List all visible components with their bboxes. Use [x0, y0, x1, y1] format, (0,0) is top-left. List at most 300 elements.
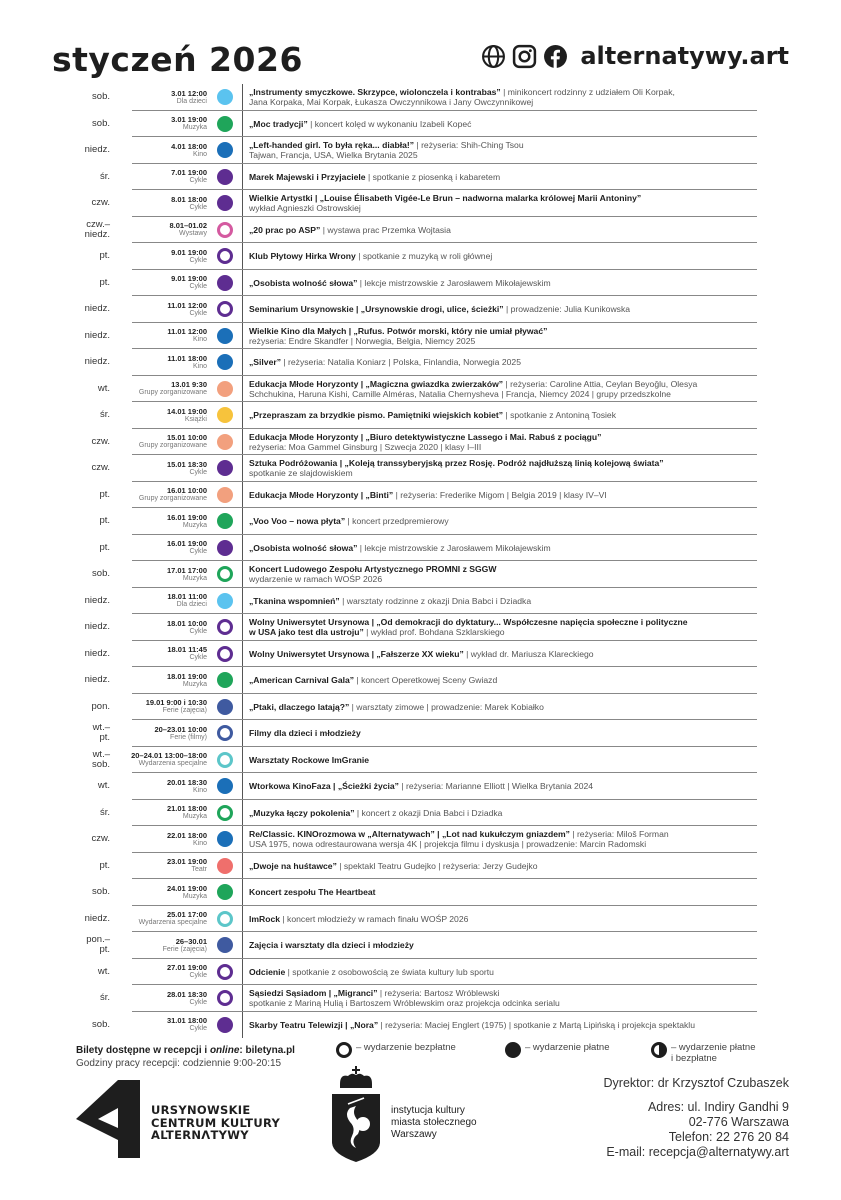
event-row[interactable] — [0, 667, 841, 694]
event-category: Cykle — [189, 283, 207, 290]
event-description — [249, 111, 761, 138]
event-details-2: USA 1975, nowa odrestaurowana wersja 4K | projekcja filmu i dyskusja | prowadzenie: Marcin Radomski — [249, 839, 647, 850]
paid-event-circle-icon — [217, 354, 233, 370]
email[interactable]: E-mail: recepcja@alternatywy.art — [606, 1145, 789, 1159]
legend-mixed — [651, 1042, 756, 1064]
event-title: „Muzyka łączy pokolenia” — [249, 807, 355, 818]
event-category: Książki — [184, 415, 207, 423]
event-row[interactable] — [0, 349, 841, 376]
event-date: 31.01 18:00 — [166, 1016, 207, 1025]
event-day: pt. — [99, 541, 110, 553]
paid-event-circle-icon — [217, 275, 233, 291]
event-date: 20.01 18:30 — [166, 777, 207, 787]
event-description — [249, 323, 761, 350]
event-day-end: sob. — [92, 758, 110, 770]
event-when — [167, 535, 207, 562]
event-details-2: Schchukina, Haruna Kishi, Camille Alméras, Natalia Chernysheva | Francja, Niemcy 2024 | grupy przedszkolne — [249, 388, 671, 399]
event-row[interactable] — [0, 985, 841, 1012]
event-category: Ferie (zajęcia) — [162, 945, 207, 953]
event-title: Koncert Ludowego Zespołu Artystycznego PROMNI z SGGW — [249, 564, 497, 575]
event-date: 13.01 9:30 — [171, 380, 207, 389]
event-date: 3.01 12:00 — [171, 88, 207, 98]
event-details: | lekcje mistrzowskie z Jarosławem Mikołajewskim — [357, 542, 551, 553]
event-category: Grupy zorganizowane — [138, 389, 207, 396]
organization-name — [151, 1104, 280, 1142]
paid-event-circle-icon — [217, 858, 233, 874]
event-category: Wydarzenia specjalne — [138, 760, 207, 767]
event-weekday — [60, 482, 110, 509]
event-title: Zajęcia i warsztaty dla dzieci i młodzieży — [249, 940, 414, 951]
event-description — [249, 906, 761, 933]
event-weekday — [60, 853, 110, 880]
event-date: 27.01 19:00 — [166, 963, 207, 972]
event-title: „Dwoje na huśtawce” — [249, 860, 337, 871]
event-category: Teatr — [191, 866, 207, 873]
website-header — [481, 42, 789, 70]
event-when — [167, 296, 207, 323]
event-description — [249, 429, 761, 456]
event-row[interactable] — [0, 217, 841, 244]
event-when — [169, 217, 207, 244]
warsaw-crest-icon — [330, 1066, 382, 1162]
event-date: 11.01 12:00 — [167, 300, 207, 310]
event-day: sob. — [92, 117, 110, 129]
event-description — [249, 84, 761, 111]
event-description — [249, 376, 761, 403]
tickets-link[interactable]: : biletyna.pl — [239, 1045, 295, 1056]
event-row[interactable] — [0, 84, 841, 111]
event-description — [249, 137, 761, 164]
institution-text — [391, 1105, 477, 1141]
event-weekday — [60, 959, 110, 986]
event-title: Seminarium Ursynowskie | „Ursynowskie drogi, ulice, ścieżki” — [249, 304, 504, 315]
event-title: „Instrumenty smyczkowe. Skrzypce, wiolonczela i kontrabas” — [249, 87, 501, 98]
event-row[interactable] — [0, 561, 841, 588]
event-day: pt. — [99, 859, 110, 871]
event-when — [139, 906, 207, 933]
event-weekday — [60, 906, 110, 933]
event-weekday — [60, 270, 110, 297]
event-row[interactable] — [0, 376, 841, 403]
event-day: sob. — [92, 1018, 110, 1030]
event-title: Edukacja Młode Horyzonty | „Biuro detektywistyczne Lassego i Mai. Rabuś z pociągu” — [249, 431, 602, 442]
event-date: 25.01 17:00 — [166, 910, 207, 919]
event-category: Cykle — [189, 177, 207, 184]
event-row[interactable] — [0, 720, 841, 747]
event-row[interactable] — [0, 1012, 841, 1039]
event-date: 28.01 18:30 — [166, 989, 207, 999]
event-when — [167, 773, 207, 800]
free-event-circle-icon — [217, 619, 233, 635]
event-description — [249, 667, 761, 694]
event-day: wt. — [97, 382, 110, 394]
event-row[interactable] — [0, 243, 841, 270]
event-details-2: | wykład prof. Bohdana Szklarskiego — [363, 627, 505, 638]
event-description — [249, 826, 761, 853]
event-description — [249, 508, 761, 535]
event-title: Filmy dla dzieci i młodzieży — [249, 728, 361, 739]
legend-mixed-label-2: i bezpłatne — [671, 1053, 717, 1064]
event-details-2: reżyseria: Endre Skandfer | Norwegia, Belgia, Niemcy 2025 — [249, 335, 476, 346]
event-when — [171, 164, 207, 191]
ucka-logo-icon — [76, 1080, 140, 1158]
event-details: | reżyseria: Marianne Elliott | Wielka Brytania 2024 — [398, 781, 594, 792]
event-day: wt. — [97, 965, 110, 977]
event-date: 16.01 19:00 — [166, 539, 207, 548]
event-date: 19.01 9:00 i 10:30 — [145, 698, 207, 707]
event-title: Wolny Uniwersytet Ursynowa | „Od demokracji do dyktatury... Współczesne napięcia społeczne i polityczne — [249, 617, 688, 628]
event-category: Wystawy — [179, 230, 207, 237]
half-circle-icon — [651, 1042, 667, 1058]
event-row[interactable] — [0, 959, 841, 986]
event-description — [249, 853, 761, 880]
event-row[interactable] — [0, 826, 841, 853]
event-description — [249, 641, 761, 668]
event-title: „Left-handed girl. To była ręka... diabła!” — [249, 140, 415, 151]
event-title: Klub Płytowy Hirka Wrony — [249, 251, 356, 262]
event-when — [163, 932, 207, 959]
event-row[interactable] — [0, 694, 841, 721]
event-day: czw. — [91, 435, 110, 447]
event-weekday — [60, 747, 110, 774]
event-row[interactable] — [0, 773, 841, 800]
event-details: | koncert Operetkowej Sceny Gwiazd — [354, 675, 498, 686]
free-event-circle-icon — [217, 911, 233, 927]
event-title: Wtorkowa KinoFaza | „Ścieżki życia” — [249, 781, 399, 792]
event-category: Dla dzieci — [176, 97, 207, 105]
event-row[interactable] — [0, 932, 841, 959]
event-weekday — [60, 84, 110, 111]
event-when — [167, 985, 207, 1012]
event-day-end: niedz. — [84, 228, 110, 240]
event-category: Muzyka — [182, 521, 207, 529]
paid-event-circle-icon — [217, 672, 233, 688]
event-when — [167, 959, 207, 986]
event-details: | koncert młodzieży w ramach finału WOŚP 2026 — [280, 913, 469, 924]
paid-event-circle-icon — [217, 89, 233, 105]
institution-line: Warszawy — [391, 1129, 437, 1140]
event-row[interactable] — [0, 614, 841, 641]
event-details: | reżyseria: Caroline Attia, Ceylan Beyoğlu, Olesya — [503, 378, 698, 389]
event-title: Edukacja Młode Horyzonty | „Binti” — [249, 489, 394, 500]
event-details: | wykład dr. Mariusza Klareckiego — [463, 648, 594, 659]
event-weekday — [60, 1012, 110, 1039]
paid-event-circle-icon — [217, 937, 233, 953]
event-details: | koncert kolęd w wykonaniu Izabeli Kopeć — [307, 118, 472, 129]
address-street: Adres: ul. Indiry Gandhi 9 — [647, 1100, 789, 1114]
event-category: Kino — [192, 336, 207, 343]
event-date: 11.01 12:00 — [167, 327, 207, 336]
event-row[interactable] — [0, 190, 841, 217]
event-date: 7.01 19:00 — [171, 168, 207, 177]
event-category: Wydarzenia specjalne — [138, 919, 207, 926]
event-day: sob. — [92, 886, 110, 898]
globe-icon[interactable] — [481, 44, 506, 69]
contact-info — [604, 1076, 789, 1160]
event-weekday — [60, 588, 110, 615]
event-title: „Ptaki, dlaczego latają?” — [249, 701, 350, 712]
institution-line: instytucja kultury — [391, 1105, 465, 1116]
event-date: 20–24.01 13:00–18:00 — [131, 751, 207, 760]
event-date: 18.01 19:00 — [166, 671, 207, 681]
event-row[interactable] — [0, 402, 841, 429]
event-day: niedz. — [84, 594, 110, 606]
event-row[interactable] — [0, 429, 841, 456]
event-row[interactable] — [0, 270, 841, 297]
event-weekday — [60, 932, 110, 959]
event-when — [167, 641, 207, 668]
event-description — [249, 932, 761, 959]
event-day: czw.– — [86, 218, 110, 230]
event-weekday — [60, 694, 110, 721]
event-weekday — [60, 720, 110, 747]
event-weekday — [60, 243, 110, 270]
event-when — [167, 853, 207, 880]
event-category: Kino — [192, 839, 207, 847]
event-when — [167, 349, 207, 376]
org-name-line: CENTRUM KULTURY — [151, 1115, 281, 1130]
event-day: niedz. — [84, 647, 110, 659]
event-when — [139, 429, 207, 456]
event-when — [167, 455, 207, 482]
event-description — [249, 588, 761, 615]
event-category: Cykle — [189, 468, 207, 476]
event-details-2: Tajwan, Francja, USA, Wielka Brytania 2025 — [249, 150, 418, 161]
event-details: | reżyseria: Frederike Migom | Belgia 2019 | klasy IV–VI — [393, 489, 607, 500]
event-date: 23.01 19:00 — [166, 857, 207, 866]
event-date: 8.01–01.02 — [169, 221, 207, 230]
event-row[interactable] — [0, 906, 841, 933]
paid-event-circle-icon — [217, 460, 233, 476]
event-row[interactable] — [0, 137, 841, 164]
event-details: | koncert przedpremierowy — [345, 516, 449, 527]
event-description — [249, 217, 761, 244]
event-weekday — [60, 879, 110, 906]
event-when — [167, 667, 207, 694]
event-details: | spotkanie z piosenką i kabaretem — [365, 171, 501, 182]
event-category: Muzyka — [182, 813, 207, 820]
event-date: 4.01 18:00 — [171, 141, 207, 151]
event-day: śr. — [99, 806, 110, 818]
free-event-circle-icon — [217, 222, 233, 238]
event-category: Muzyka — [182, 892, 207, 900]
event-description — [249, 720, 761, 747]
event-row[interactable] — [0, 296, 841, 323]
event-date: 18.01 11:00 — [167, 592, 207, 601]
event-weekday — [60, 800, 110, 827]
free-event-circle-icon — [217, 725, 233, 741]
event-description — [249, 561, 761, 588]
event-date: 8.01 18:00 — [171, 194, 207, 204]
event-description — [249, 1012, 761, 1039]
event-when — [167, 323, 207, 350]
website-url[interactable]: alternatywy.art — [580, 42, 789, 70]
event-description — [249, 190, 761, 217]
event-when — [167, 1012, 207, 1039]
event-day: niedz. — [84, 329, 110, 341]
paid-event-circle-icon — [217, 142, 233, 158]
event-row[interactable] — [0, 323, 841, 350]
event-title: „Przepraszam za brzydkie pismo. Pamiętniki wiejskich kobiet” — [249, 410, 504, 421]
event-day: pon. — [91, 700, 110, 712]
event-details-2: spotkanie z Mariną Hulią i Bartoszem Wróblewskim oraz projekcja odcinka serialu — [249, 998, 560, 1009]
org-name-line: URSYNOWSKIE — [151, 1103, 251, 1117]
event-row[interactable] — [0, 879, 841, 906]
free-event-circle-icon — [217, 805, 233, 821]
address-city: 02-776 Warszawa — [688, 1115, 789, 1129]
event-date: 3.01 19:00 — [171, 115, 207, 124]
event-details-2: spotkanie ze slajdowiskiem — [249, 468, 353, 479]
event-details: | warsztaty zimowe | prowadzenie: Marek Kobiałko — [349, 701, 544, 712]
event-day: niedz. — [84, 621, 110, 633]
event-day: niedz. — [84, 303, 110, 315]
event-day-end: pt. — [99, 732, 110, 744]
event-when — [167, 588, 207, 615]
event-day: niedz. — [84, 356, 110, 368]
event-day-end: pt. — [99, 944, 110, 956]
event-row[interactable] — [0, 853, 841, 880]
event-details-2: wykład Agnieszki Ostrowskiej — [249, 203, 361, 214]
event-when — [154, 720, 207, 747]
event-category: Cykle — [189, 203, 207, 211]
paid-event-circle-icon — [217, 699, 233, 715]
event-title: Wielkie Artystki | „Louise Élisabeth Vigée-Le Brun – nadworna malarka królowej Marii Antoniny” — [249, 193, 642, 204]
event-when — [139, 376, 207, 403]
event-list — [0, 84, 841, 1038]
event-details: | lekcje mistrzowskie z Jarosławem Mikołajewskim — [357, 277, 551, 288]
event-title: Re/Classic. KINOrozmowa w „Alternatywach” | „Lot nad kukułczym gniazdem” — [249, 829, 570, 840]
event-when — [139, 482, 207, 509]
phone: Telefon: 22 276 20 84 — [668, 1130, 789, 1144]
event-day: niedz. — [84, 674, 110, 686]
event-when — [131, 747, 207, 774]
event-date: 21.01 18:00 — [166, 804, 207, 813]
event-description — [249, 694, 761, 721]
free-event-circle-icon — [217, 964, 233, 980]
event-category: Muzyka — [182, 124, 207, 131]
instagram-icon[interactable] — [512, 44, 537, 69]
event-weekday — [60, 535, 110, 562]
facebook-icon[interactable] — [543, 44, 568, 69]
event-row[interactable] — [0, 164, 841, 191]
paid-event-circle-icon — [217, 540, 233, 556]
event-weekday — [60, 667, 110, 694]
filled-circle-icon — [505, 1042, 521, 1058]
event-weekday — [60, 455, 110, 482]
paid-event-circle-icon — [217, 884, 233, 900]
event-title: Sąsiedzi Sąsiadom | „Migranci” — [249, 988, 378, 999]
event-category: Cykle — [189, 972, 207, 979]
event-when — [167, 614, 207, 641]
event-row[interactable] — [0, 800, 841, 827]
legend-free — [336, 1042, 456, 1058]
event-row[interactable] — [0, 641, 841, 668]
event-row[interactable] — [0, 588, 841, 615]
event-category: Muzyka — [182, 574, 207, 582]
event-date: 14.01 19:00 — [166, 406, 207, 416]
org-name-line: ALTERNΛTYWY — [151, 1128, 249, 1142]
event-date: 16.01 10:00 — [166, 486, 207, 495]
event-category: Dla dzieci — [176, 601, 207, 608]
paid-event-circle-icon — [217, 169, 233, 185]
paid-event-circle-icon — [217, 195, 233, 211]
paid-event-circle-icon — [217, 1017, 233, 1033]
tickets-info — [76, 1044, 295, 1070]
event-title: Marek Majewski i Przyjaciele — [249, 171, 366, 182]
event-description — [249, 270, 761, 297]
paid-event-circle-icon — [217, 407, 233, 423]
event-weekday — [60, 137, 110, 164]
free-event-circle-icon — [217, 248, 233, 264]
event-day: wt. — [97, 780, 110, 792]
event-day: pt. — [99, 250, 110, 262]
event-category: Kino — [192, 362, 207, 370]
event-title-cont: w USA jako test dla ustroju” — [249, 627, 364, 638]
event-when — [171, 270, 207, 297]
event-day: pon.– — [86, 934, 110, 946]
event-category: Kino — [192, 150, 207, 158]
event-details: | reżyseria: Natalia Koniarz | Polska, Finlandia, Norwegia 2025 — [281, 357, 521, 368]
event-weekday — [60, 773, 110, 800]
event-row[interactable] — [0, 747, 841, 774]
event-details: | reżyseria: Maciej Englert (1975) | spotkanie z Martą Lipińską i projekcja spektaklu — [378, 1019, 695, 1030]
event-day: wt.– — [92, 748, 110, 760]
event-row[interactable] — [0, 535, 841, 562]
event-details: | prowadzenie: Julia Kunikowska — [503, 304, 631, 315]
free-event-circle-icon — [217, 646, 233, 662]
free-event-circle-icon — [217, 301, 233, 317]
event-row[interactable] — [0, 508, 841, 535]
event-category: Ferie (filmy) — [170, 733, 207, 741]
event-weekday — [60, 826, 110, 853]
event-weekday — [60, 296, 110, 323]
event-day: pt. — [99, 515, 110, 527]
event-day: czw. — [91, 462, 110, 474]
event-weekday — [60, 349, 110, 376]
event-date: 11.01 18:00 — [167, 353, 207, 363]
event-day: sob. — [92, 91, 110, 103]
event-category: Ferie (zajęcia) — [162, 707, 207, 714]
event-weekday — [60, 402, 110, 429]
event-description — [249, 773, 761, 800]
event-date: 9.01 19:00 — [171, 274, 207, 283]
event-description — [249, 296, 761, 323]
event-when — [146, 694, 207, 721]
paid-event-circle-icon — [217, 381, 233, 397]
event-description — [249, 164, 761, 191]
event-description — [249, 482, 761, 509]
paid-event-circle-icon — [217, 487, 233, 503]
event-category: Cykle — [189, 627, 207, 635]
event-weekday — [60, 614, 110, 641]
event-row[interactable] — [0, 455, 841, 482]
event-row[interactable] — [0, 482, 841, 509]
tickets-online: online — [209, 1045, 240, 1056]
event-details: | reżyseria: Miloš Forman — [569, 829, 669, 840]
event-details: | spotkanie z muzyką w roli głównej — [355, 251, 493, 262]
paid-event-circle-icon — [217, 831, 233, 847]
event-row[interactable] — [0, 111, 841, 138]
event-category: Cykle — [189, 548, 207, 555]
event-title: „Tkanina wspomnień” — [249, 595, 340, 606]
event-category: Cykle — [189, 998, 207, 1006]
event-weekday — [60, 190, 110, 217]
legend-paid-label: – wydarzenie płatne — [525, 1042, 610, 1053]
event-details-2: wydarzenie w ramach WOŚP 2026 — [249, 574, 383, 585]
legend-free-label: – wydarzenie bezpłatne — [356, 1042, 456, 1053]
event-category: Kino — [192, 786, 207, 794]
event-details: | spotkanie z Antoniną Tosiek — [503, 410, 617, 421]
